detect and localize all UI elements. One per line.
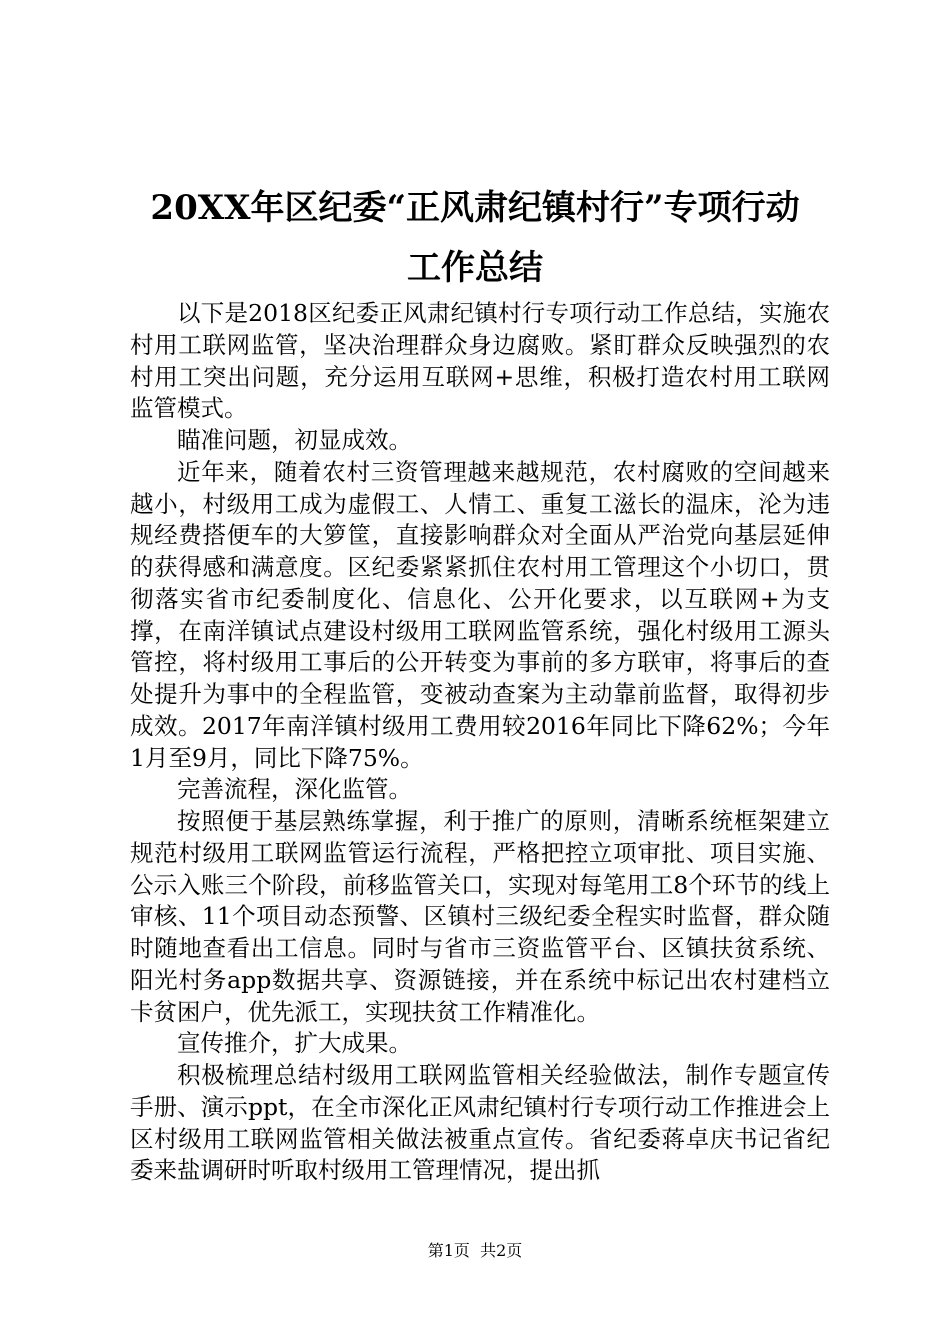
document-title-line-2: 工作总结 (407, 248, 543, 288)
section-heading-promotion: 宣传推介，扩大成果。 (177, 1029, 412, 1058)
body-paragraph: 近年来，随着农村三资管理越来越规范，农村腐败的空间越来越小，村级用工成为虚假工、人情工、重复工滋长的温床，沦为违规经费搭便车的大箩筐，直接影响群众对全面从严治党向基层延伸的获得感和满意度。区纪委紧紧抓住农村用工管理这个小切口，贯彻落实省市纪委制度化、信息化、公开化要求，以互联网+为支撑，在南洋镇试点建设村级用工联网监管系统，强化村级用工源头管控，将村级用工事后的公开转变为事前的多方联审，将事后的查处提升为事中的全程监管，变被动查案为主动靠前监督，取得初步成效。2017年南洋镇村级用工费用较2016年同比下降62%；今年1月至9月，同比下降75%。 (130, 457, 830, 772)
intro-paragraph: 以下是2018区纪委正风肃纪镇村行专项行动工作总结，实施农村用工联网监管，坚决治理群众身边腐败。紧盯群众反映强烈的农村用工突出问题，充分运用互联网+思维，积极打造农村用工联网监管模式。 (130, 299, 830, 423)
section-heading-targeting-problems: 瞄准问题，初显成效。 (177, 426, 412, 454)
body-paragraph: 按照便于基层熟练掌握，利于推广的原则，清晰系统框架建立规范村级用工联网监管运行流程，严格把控立项审批、项目实施、公示入账三个阶段，前移监管关口，实现对每笔用工8个环节的线上审核、11个项目动态预警、区镇村三级纪委全程实时监督，群众随时随地查看出工信息。同时与省市三资监管平台、区镇扶贫系统、阳光村务app数据共享、资源链接，并在系统中标记出农村建档立卡贫困户，优先派工，实现扶贫工作精准化。 (130, 807, 830, 1026)
page-number-footer: 第1页 共2页 (427, 1241, 523, 1260)
section-heading-improving-process: 完善流程，深化监管。 (177, 775, 412, 804)
document-title-line-1: 20XX年区纪委“正风肃纪镇村行”专项行动 (150, 188, 800, 228)
body-paragraph: 积极梳理总结村级用工联网监管相关经验做法，制作专题宣传手册、演示ppt，在全市深化正风肃纪镇村行专项行动工作推进会上区村级用工联网监管相关做法被重点宣传。省纪委蒋卓庆书记省纪委来盐调研时听取村级用工管理情况，提出抓 (130, 1061, 830, 1185)
document-body (130, 298, 830, 1187)
